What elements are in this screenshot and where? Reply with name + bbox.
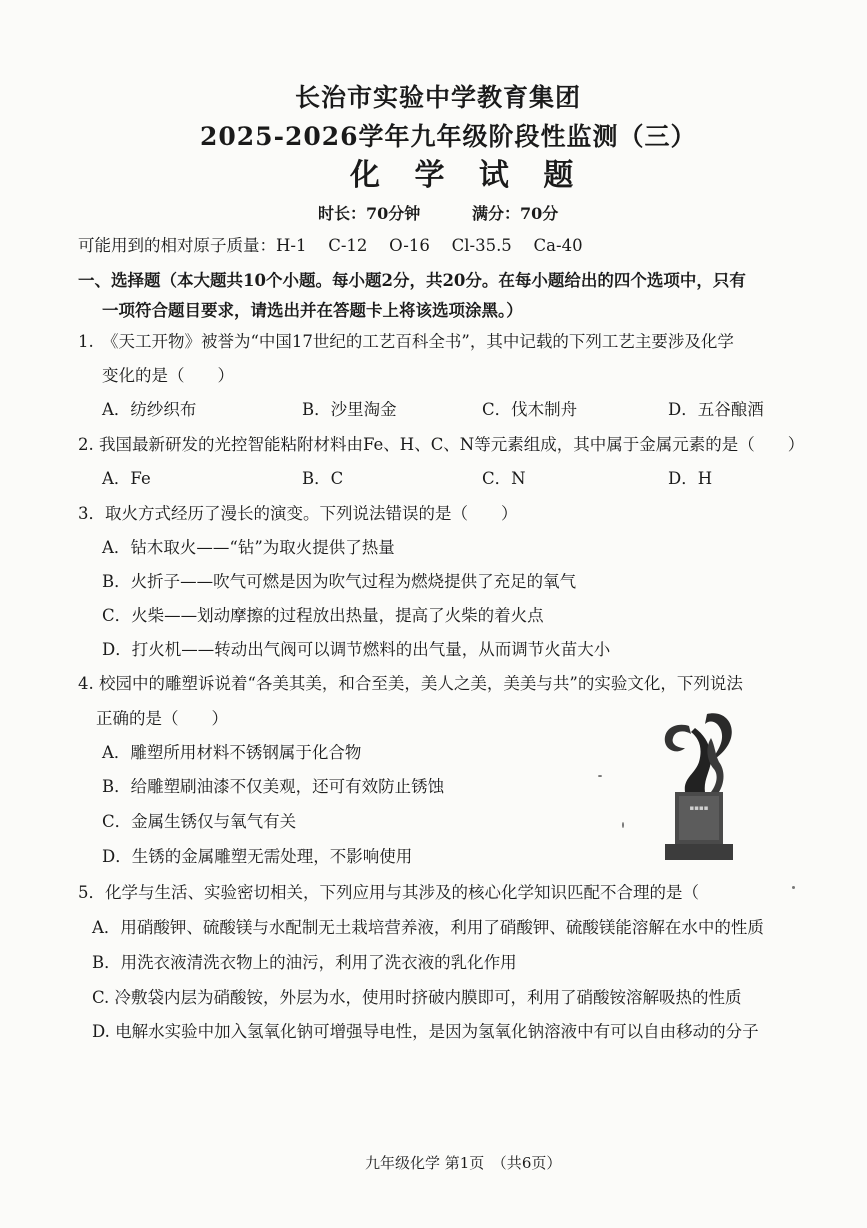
question-1-option-a: A．纺纱织布 [102, 400, 197, 419]
question-2-option-c: C．N [482, 469, 526, 488]
question-1-stem-cont: 变化的是（ ） [102, 366, 234, 385]
svg-text:▪▪▪▪: ▪▪▪▪ [689, 804, 709, 812]
question-1-option-c: C．伐木制舟 [482, 400, 578, 419]
question-3-option-a: A．钻木取火——“钻”为取火提供了热量 [102, 538, 395, 557]
question-3-option-c: C．火柴——划动摩擦的过程放出热量，提高了火柴的着火点 [102, 606, 544, 625]
question-1-stem: 1. 《天工开物》被誉为“中国17世纪的工艺百科全书”，其中记载的下列工艺主要涉及化学 [78, 332, 734, 351]
scan-speck [598, 775, 602, 777]
section-heading: 一、选择题（本大题共10个小题。每小题2分，共20分。在每小题给出的四个选项中，只有 [78, 271, 746, 290]
question-4-option-c: C．金属生锈仅与氧气有关 [102, 812, 297, 831]
question-2-option-d: D．H [668, 469, 713, 488]
question-4-stem-cont: 正确的是（ ） [96, 709, 228, 728]
question-4-option-d: D．生锈的金属雕塑无需处理，不影响使用 [102, 847, 413, 866]
question-2-option-a: A．Fe [102, 469, 151, 488]
question-1-option-b: B．沙里淘金 [302, 400, 397, 419]
section-heading-cont: 一项符合题目要求，请选出并在答题卡上将该选项涂黑。） [102, 301, 523, 320]
question-2-option-b: B．C [302, 469, 344, 488]
question-2-stem: 2. 我国最新研发的光控智能粘附材料由Fe、H、C、N等元素组成，其中属于金属元素的是（ ） [78, 435, 805, 454]
question-4-option-b: B．给雕塑刷油漆不仅美观，还可有效防止锈蚀 [102, 777, 445, 796]
scan-speck [792, 886, 795, 889]
page-footer: 九年级化学 第1页 （共6页） [365, 1154, 562, 1172]
subject-title: 化 学 试 题 [350, 158, 586, 193]
school-title: 长治市实验中学教育集团 [295, 83, 582, 112]
question-5-stem: 5．化学与生活、实验密切相关，下列应用与其涉及的核心化学知识匹配不合理的是（ [78, 883, 699, 902]
question-5-option-d: D. 电解水实验中加入氢氧化钠可增强导电性，是因为氢氧化钠溶液中有可以自由移动的分子 [92, 1022, 759, 1041]
exam-title: 2025-2026学年九年级阶段性监测（三） [200, 122, 697, 151]
question-5-option-b: B．用洗衣液清洗衣物上的油污，利用了洗衣液的乳化作用 [92, 953, 517, 972]
question-3-stem: 3．取火方式经历了漫长的演变。下列说法错误的是（ ） [78, 504, 518, 523]
sculpture-illustration [655, 708, 735, 864]
exam-duration: 时长：70分钟 [318, 204, 421, 223]
question-5-option-a: A．用硝酸钾、硫酸镁与水配制无土栽培营养液，利用了硝酸钾、硫酸镁能溶解在水中的性质 [92, 918, 764, 937]
full-score: 满分：70分 [472, 204, 559, 223]
question-3-option-b: B．火折子——吹气可燃是因为吹气过程为燃烧提供了充足的氧气 [102, 572, 577, 591]
question-4-stem: 4. 校园中的雕塑诉说着“各美其美，和合至美，美人之美，美美与共”的实验文化，下列说法 [78, 674, 743, 693]
question-1-option-d: D．五谷酿酒 [668, 400, 764, 419]
question-5-option-c: C. 冷敷袋内层为硝酸铵，外层为水，使用时挤破内膜即可，利用了硝酸铵溶解吸热的性质 [92, 988, 742, 1007]
scan-speck [622, 822, 624, 828]
question-4-option-a: A．雕塑所用材料不锈钢属于化合物 [102, 743, 362, 762]
atomic-masses: 可能用到的相对原子质量：H-1 C-12 O-16 Cl-35.5 Ca-40 [78, 236, 583, 255]
question-3-option-d: D．打火机——转动出气阀可以调节燃料的出气量，从而调节火苗大小 [102, 640, 611, 659]
